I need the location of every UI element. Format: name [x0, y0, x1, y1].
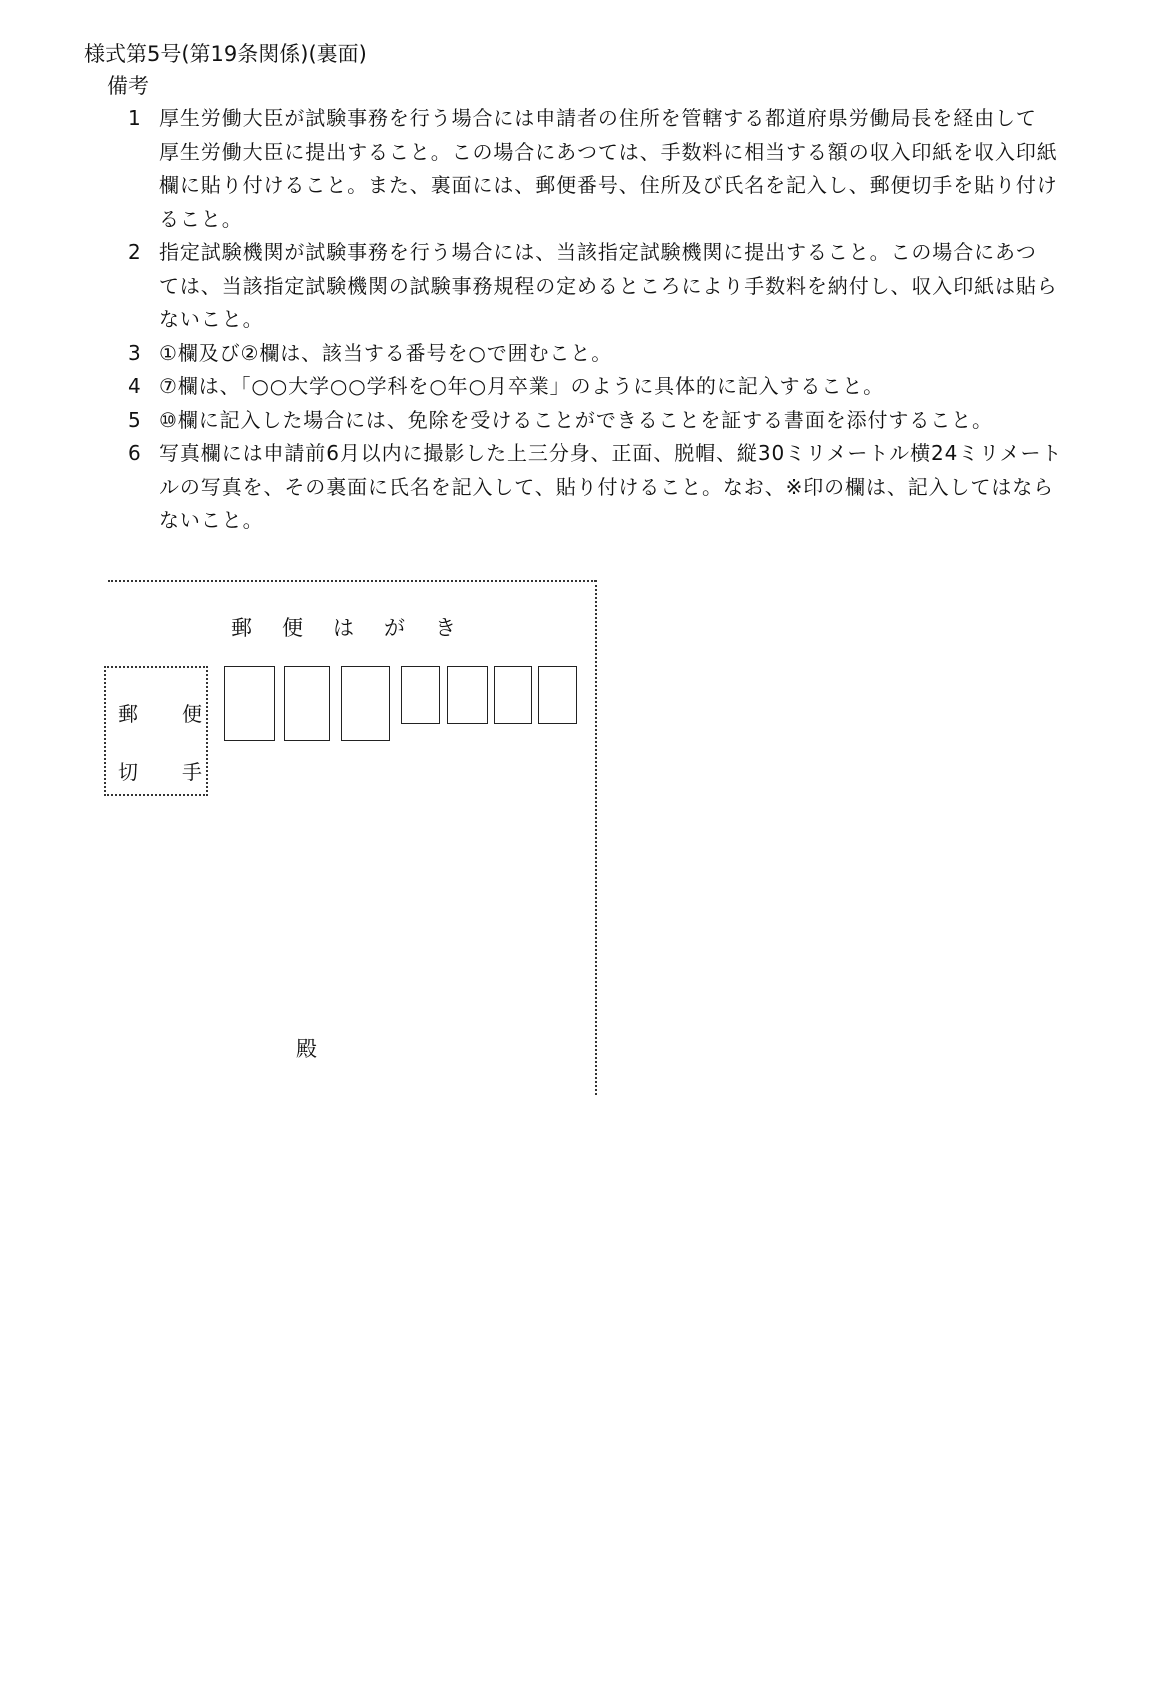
note-line: 欄に貼り付けること。また、裏面には、郵便番号、住所及び氏名を記入し、郵便切手を貼り付け	[159, 173, 1058, 197]
note-line: ⑩欄に記入した場合には、免除を受けることができることを証する書面を添付すること。	[159, 408, 993, 432]
note-number: 5	[128, 408, 142, 432]
note-number: 2	[128, 240, 142, 264]
stamp-box-label: 手	[182, 760, 202, 784]
postal-code-box-4	[401, 666, 440, 724]
stamp-box-label: 便	[182, 702, 202, 726]
postal-code-box-6	[494, 666, 532, 724]
stamp-box-label: 郵	[118, 702, 138, 726]
postcard-top-border	[108, 580, 596, 582]
note-number: 6	[128, 441, 142, 465]
postal-code-box-2	[284, 666, 330, 741]
note-item-3	[128, 337, 1088, 371]
note-line: ⑦欄は、「○○大学○○学科を○年○月卒業」のように具体的に記入すること。	[159, 374, 885, 398]
addressee-honorific: 殿	[296, 1037, 317, 1061]
note-line: ①欄及び②欄は、該当する番号を○で囲むこと。	[159, 341, 613, 365]
postal-code-box-7	[538, 666, 577, 724]
note-number: 4	[128, 374, 142, 398]
note-line: ては、当該指定試験機関の試験事務規程の定めるところにより手数料を納付し、収入印紙は貼ら	[159, 273, 1058, 298]
note-line: 厚生労働大臣が試験事務を行う場合には申請者の住所を管轄する都道府県労働局長を経由して	[159, 106, 1037, 130]
postal-code-box-5	[447, 666, 488, 724]
stamp-box-row-2	[118, 759, 202, 785]
note-number: 3	[128, 341, 142, 365]
postcard-title: 郵便はがき	[231, 616, 486, 640]
form-title: 様式第5号(第19条関係)(裏面)	[84, 42, 367, 66]
note-line: 指定試験機関が試験事務を行う場合には、当該指定試験機関に提出すること。この場合にあつ	[159, 240, 1037, 264]
note-line: ること。	[159, 206, 243, 231]
remarks-heading: 備考	[107, 74, 149, 98]
note-line: 厚生労働大臣に提出すること。この場合にあつては、手数料に相当する額の収入印紙を収入印紙	[159, 139, 1058, 164]
note-number: 1	[128, 106, 142, 130]
note-line: ないこと。	[159, 307, 264, 331]
note-line: ないこと。	[159, 508, 264, 532]
stamp-box-label: 切	[118, 760, 138, 784]
postal-code-box-1	[224, 666, 275, 741]
postal-code-box-3	[341, 666, 390, 741]
note-line: ルの写真を、その裏面に氏名を記入して、貼り付けること。なお、※印の欄は、記入してはなら	[159, 474, 1055, 499]
note-item-2	[128, 236, 1088, 337]
postage-stamp-box	[104, 666, 208, 796]
note-item-4	[128, 370, 1088, 404]
note-item-1	[128, 102, 1088, 236]
note-line: 写真欄には申請前6月以内に撮影した上三分身、正面、脱帽、縦30ミリメートル横24ミリメート	[159, 441, 1063, 465]
note-item-6	[128, 437, 1088, 538]
note-item-5	[128, 404, 1088, 438]
postcard-right-border	[595, 580, 597, 1095]
stamp-box-row-1	[118, 701, 202, 727]
